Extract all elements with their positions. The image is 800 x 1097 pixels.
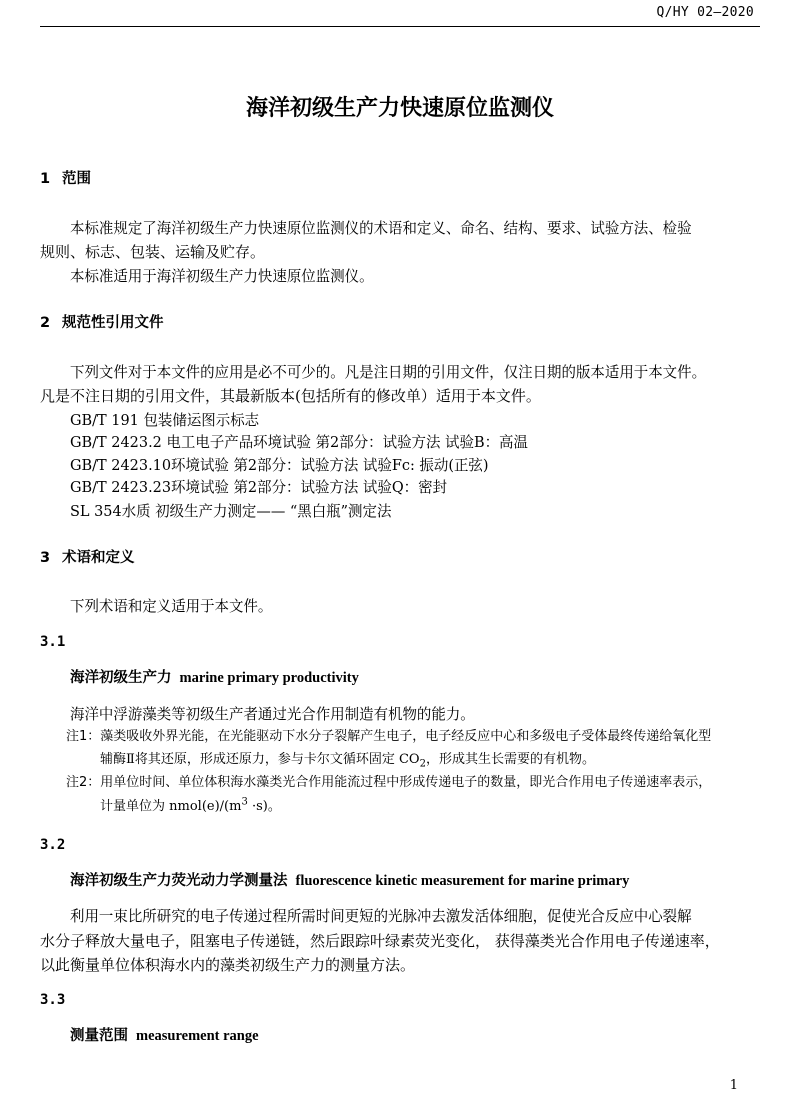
note-2-continued: 计量单位为 $nmol(e)/(m^3 \cdot s)$。: [100, 796, 281, 814]
term-chinese: 测量范围: [70, 1028, 128, 1044]
term-english: measurement range: [136, 1028, 259, 1044]
section-title: 范围: [62, 171, 91, 187]
reference-item: GB/T 2423.23环境试验 第2部分：试验方法 试验Q：密封: [70, 478, 448, 496]
section-title: 规范性引用文件: [62, 315, 164, 331]
paragraph: 本标准适用于海洋初级生产力快速原位监测仪。: [70, 267, 374, 285]
paragraph: 下列文件对于本文件的应用是必不可少的。凡是注日期的引用文件，仅注日期的版本适用于本文件。: [70, 363, 707, 381]
term-chinese: 海洋初级生产力: [70, 670, 172, 686]
note-1-continued: 辅酶Ⅱ将其还原，形成还原力，参与卡尔文循环固定 $CO_2$，形成其生长需要的有机物。: [100, 752, 595, 770]
subsection-number: 3.3: [40, 992, 66, 1008]
note-1: [66, 729, 711, 745]
page-number: 1: [729, 1078, 738, 1093]
paragraph: 凡是不注日期的引用文件，其最新版本(包括所有的修改单）适用于本文件。: [40, 387, 541, 405]
document-title: 海洋初级生产力快速原位监测仪: [245, 96, 554, 121]
note-label: 注1：: [66, 729, 101, 744]
note-text: 用单位时间、单位体积海水藻类光合作用能流过程中形成传递电子的数量，即光合作用电子传递速率表示，: [100, 775, 712, 790]
section-title: 术语和定义: [62, 550, 135, 566]
term-english: fluorescence kinetic measurement for marine primary: [295, 873, 630, 889]
note-label: 注2：: [66, 775, 101, 790]
definition: 利用一束比所研究的电子传递过程所需时间更短的光脉冲去激发活体细胞，促使光合反应中心裂解: [70, 907, 692, 925]
section-number: 1: [40, 171, 51, 187]
standard-code: Q/HY 02—2020: [656, 5, 754, 20]
paragraph: 规则、标志、包装、运输及贮存。: [40, 243, 266, 261]
term-heading: [70, 669, 359, 687]
subsection-number: 3.2: [40, 837, 66, 853]
term-heading: [70, 1027, 259, 1045]
section-3-heading: [40, 550, 135, 567]
section-number: 2: [40, 315, 51, 331]
term-english: marine primary productivity: [179, 670, 359, 686]
reference-item: GB/T 191 包装储运图示标志: [70, 411, 260, 429]
section-number: 3: [40, 550, 51, 566]
reference-item: SL 354水质 初级生产力测定—— “黑白瓶”测定法: [70, 502, 392, 520]
note-2: [66, 775, 711, 791]
paragraph: 本标准规定了海洋初级生产力快速原位监测仪的术语和定义、命名、结构、要求、试验方法、检验: [70, 219, 692, 237]
term-heading: [70, 872, 629, 890]
paragraph: 下列术语和定义适用于本文件。: [70, 597, 273, 615]
section-1-heading: [40, 171, 91, 188]
section-2-heading: [40, 315, 164, 332]
definition: 以此衡量单位体积海水内的藻类初级生产力的测量方法。: [40, 956, 416, 974]
reference-item: GB/T 2423.2 电工电子产品环境试验 第2部分：试验方法 试验B：高温: [70, 433, 528, 451]
subsection-number: 3.1: [40, 634, 66, 650]
definition: 海洋中浮游藻类等初级生产者通过光合作用制造有机物的能力。: [70, 705, 475, 723]
header-rule: [40, 26, 760, 27]
term-chinese: 海洋初级生产力荧光动力学测量法: [70, 873, 288, 889]
definition: 水分子释放大量电子，阻塞电子传递链，然后跟踪叶绿素荧光变化， 获得藻类光合作用电子传递速率，: [40, 932, 720, 950]
reference-item: GB/T 2423.10环境试验 第2部分：试验方法 试验Fc: 振动(正弦): [70, 456, 489, 474]
note-text: 藻类吸收外界光能，在光能驱动下水分子裂解产生电子，电子经反应中心和多级电子受体最终传递给氧化型: [100, 729, 712, 744]
